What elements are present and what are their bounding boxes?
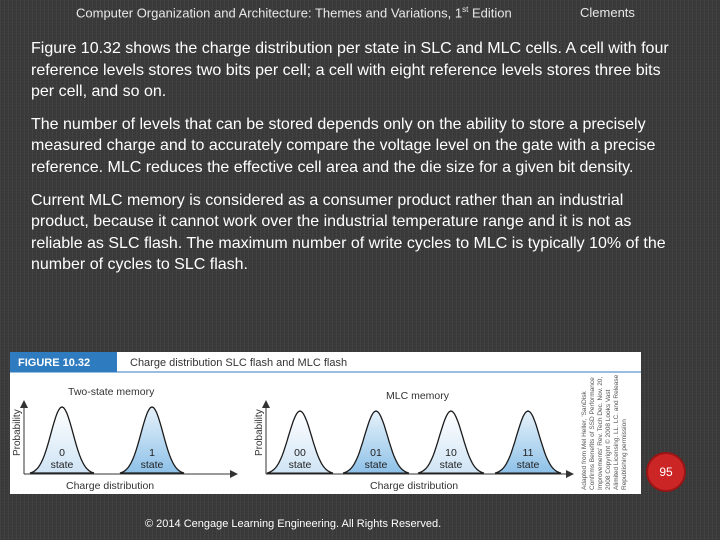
mlc-state-value: 11 — [522, 447, 534, 459]
permission-credit — [581, 374, 628, 490]
figure-badge: FIGURE 10.32 — [18, 357, 91, 369]
mlc-ylabel: Probability — [254, 409, 265, 456]
slc-xlabel: Charge distribution — [66, 480, 155, 492]
mlc-state-value: 10 — [445, 447, 457, 459]
mlc-state-word: state — [288, 459, 312, 471]
page-number: 95 — [646, 452, 686, 492]
mlc-title: MLC memory — [386, 390, 450, 402]
permission-line: Adapted from Mel Heller, 'SanDisk — [581, 391, 588, 490]
permission-line: 2008 Copyright © 2008 Looks Vast — [605, 389, 612, 490]
book-title: Computer Organization and Architecture: Themes and Variations, 1st Edition — [76, 5, 512, 21]
mlc-state-value: 01 — [370, 447, 382, 459]
permission-line: Alimited Licensing. LL. LC. and Release — [613, 374, 620, 490]
mlc-state-value: 00 — [294, 447, 306, 459]
paragraph-2: The number of levels that can be stored depends only on the ability to store a precisely measured charge and to accurately compare the voltage level on the gate with a precise reference. MLC reduces the effective cell area and the die size for a given bit density. — [31, 115, 656, 176]
slide-body — [31, 38, 671, 287]
mlc-state-word: state — [364, 459, 388, 471]
author-name: Clements — [580, 5, 635, 20]
mlc-xlabel: Charge distribution — [370, 480, 459, 492]
figure-10-32 — [10, 352, 641, 494]
charge-distribution-figure — [10, 352, 641, 494]
slc-state-value: 0 — [59, 447, 65, 459]
permission-line: Confirms Benefits of SSD Performance — [589, 377, 596, 490]
paragraph-3: Current MLC memory is considered as a consumer product rather than an industrial product, because it cannot work over the industrial temperature range and it is not as reliable as SLC flash. The maximum number of write cycles to MLC is typically 10% of the number of cycles to SLC flash. — [31, 191, 666, 274]
slc-state-word: state — [140, 459, 164, 471]
slc-state-value: 1 — [149, 447, 155, 459]
slc-ylabel: Probability — [12, 409, 23, 456]
mlc-state-word: state — [439, 459, 463, 471]
copyright-notice: © 2014 Cengage Learning Engineering. All Rights Reserved. — [145, 518, 442, 530]
permission-line: Improvements' Rev. Tech Dec. Nov. 20, — [597, 376, 604, 490]
figure-caption: Charge distribution SLC flash and MLC flash — [130, 357, 348, 369]
permission-line: Republishing permission — [621, 419, 628, 490]
mlc-state-word: state — [516, 459, 540, 471]
slide-header — [0, 4, 720, 22]
slc-title: Two-state memory — [68, 386, 155, 398]
slc-state-word: state — [50, 459, 74, 471]
paragraph-1: Figure 10.32 shows the charge distribution per state in SLC and MLC cells. A cell with four reference levels stores two bits per cell; a cell with eight reference levels stores three bits per cell, and so on. — [31, 40, 669, 101]
